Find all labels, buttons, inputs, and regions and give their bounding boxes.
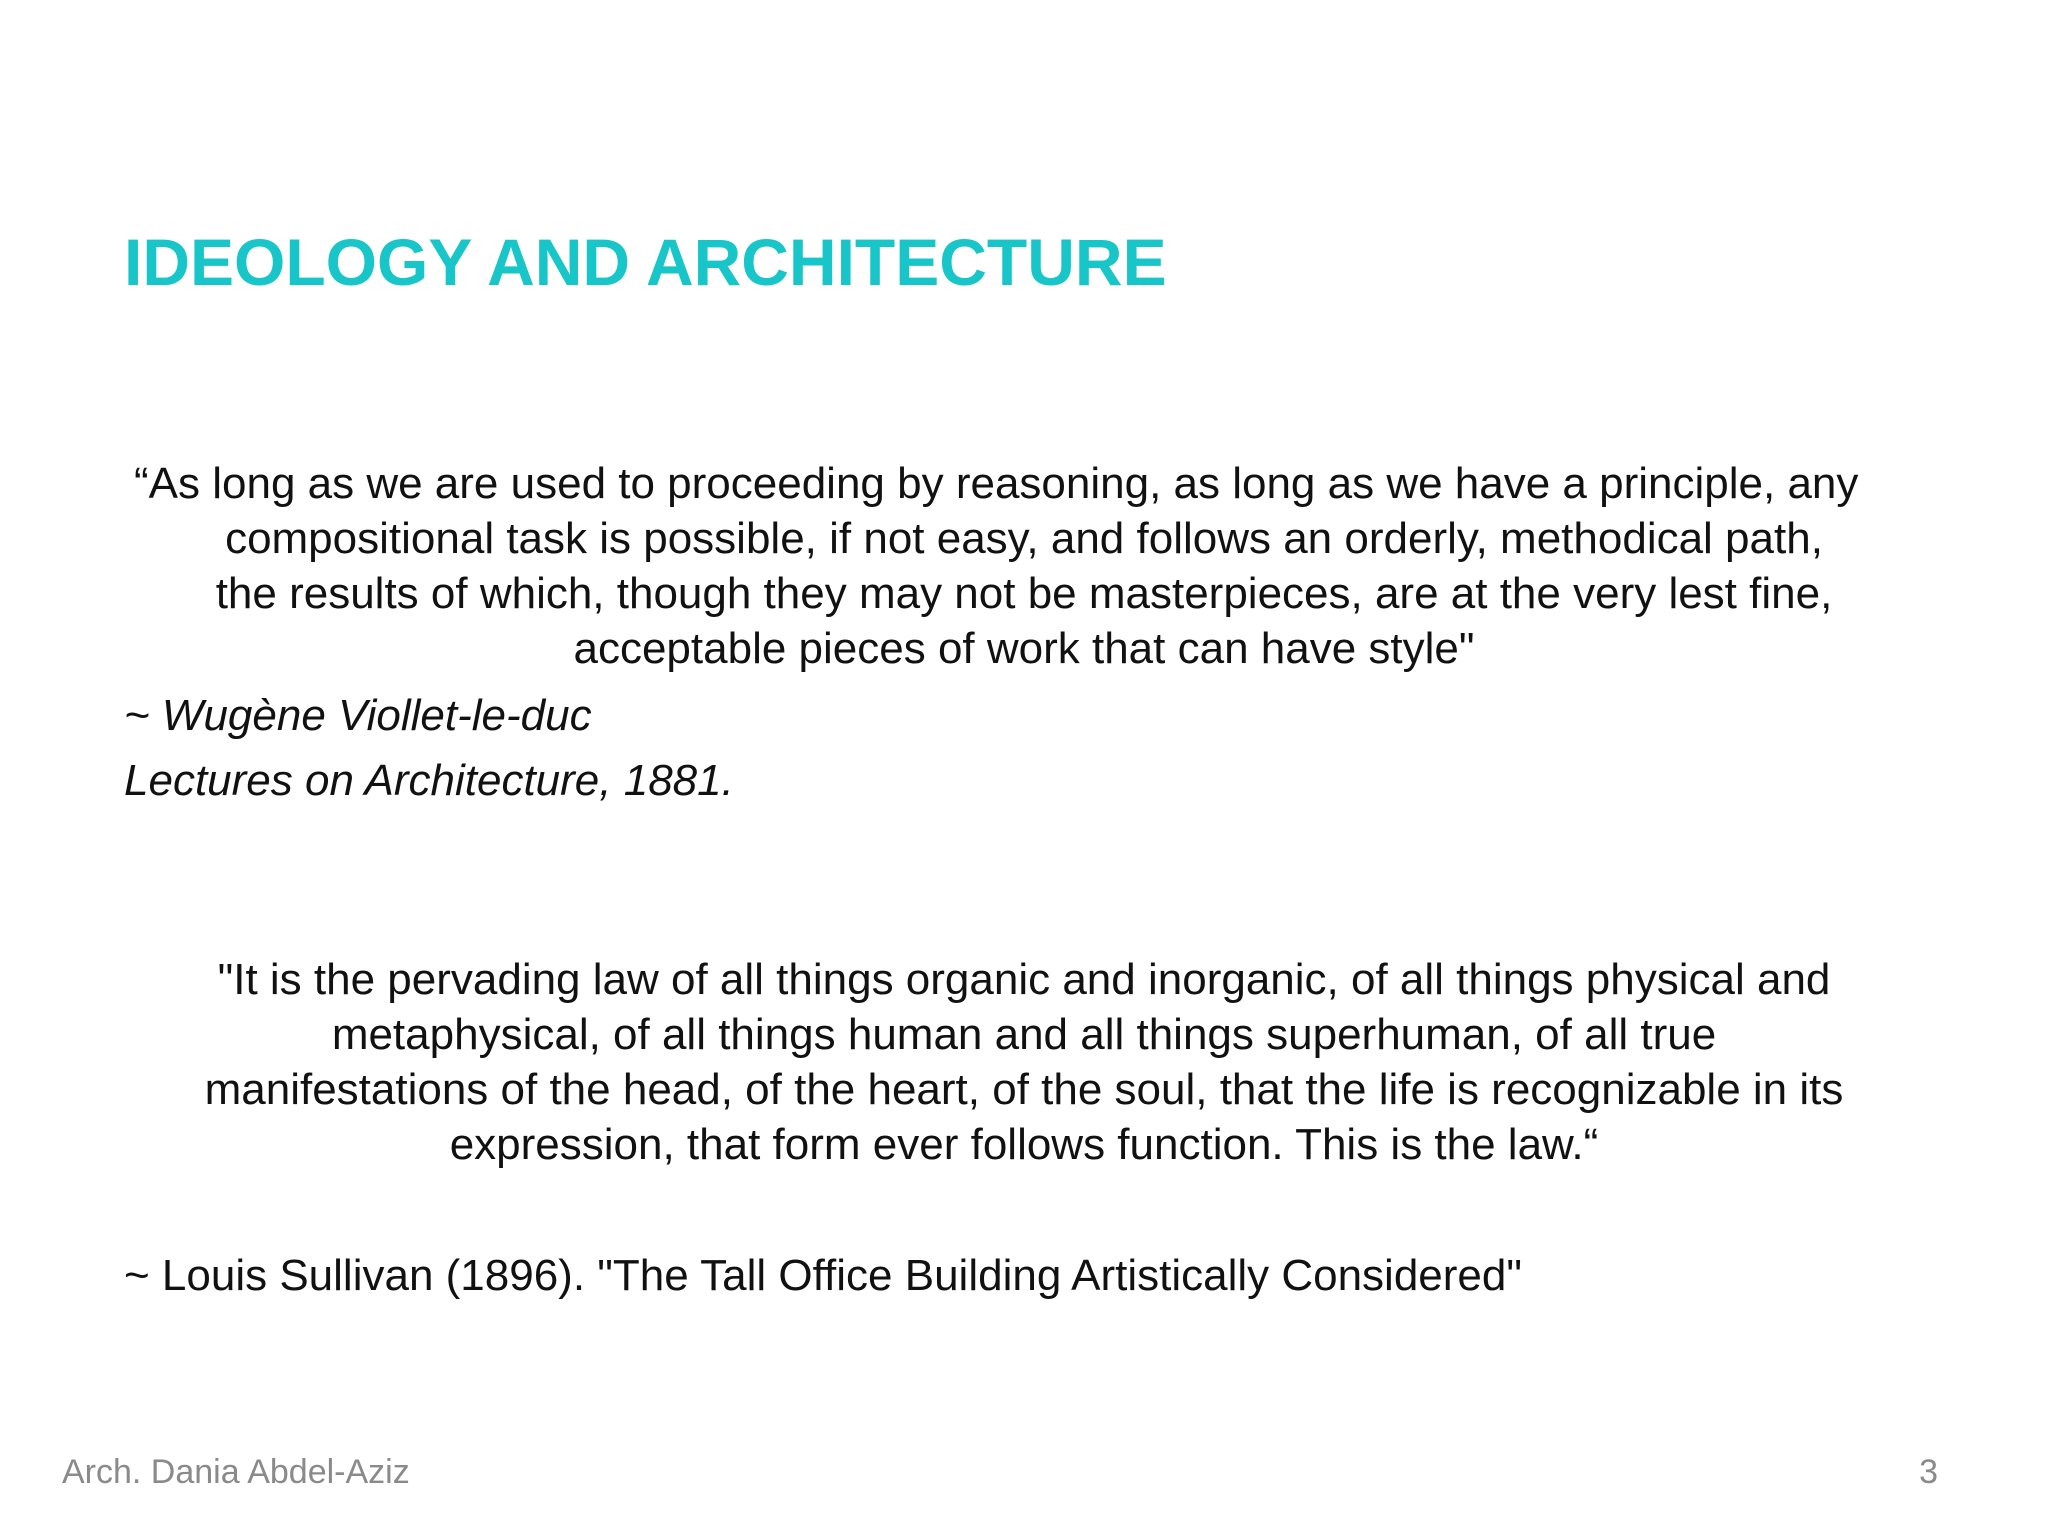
quote-author: ~ Wugène Viollet-le-duc: [124, 691, 592, 740]
quote-line: “As long as we are used to proceeding by reasoning, as long as we have a principle, any: [134, 459, 1859, 508]
quote-line: acceptable pieces of work that can have style": [573, 624, 1475, 673]
sullivan-attribution: ~ Louis Sullivan (1896). "The Tall Office Building Artistically Considered": [124, 1251, 1522, 1300]
sullivan-quote: [124, 952, 1924, 1172]
viollet-le-duc-quote: [124, 456, 1924, 676]
quote-line: metaphysical, of all things human and all things superhuman, of all true: [331, 1010, 1717, 1059]
slide-title: IDEOLOGY AND ARCHITECTURE: [124, 225, 1167, 299]
page-number: 3: [1919, 1453, 1938, 1491]
quote-line: compositional task is possible, if not easy, and follows an orderly, methodical path,: [225, 514, 1823, 563]
quote-line: "It is the pervading law of all things organic and inorganic, of all things physical and: [217, 955, 1831, 1004]
quote-line: manifestations of the head, of the heart, of the soul, that the life is recognizable in its: [204, 1065, 1844, 1114]
quote-line: expression, that form ever follows function. This is the law.“: [449, 1120, 1599, 1169]
footer-author: Arch. Dania Abdel-Aziz: [62, 1453, 410, 1491]
quote-source: Lectures on Architecture, 1881.: [124, 756, 734, 805]
quote-line: the results of which, though they may not be masterpieces, are at the very lest fine,: [215, 569, 1833, 618]
